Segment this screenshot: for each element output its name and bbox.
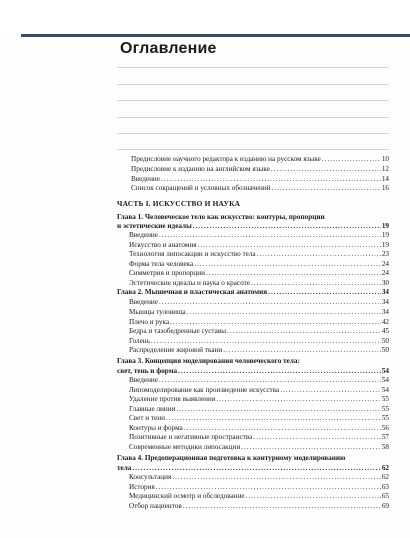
part-heading: ЧАСТЬ I. ИСКУССТВО И НАУКА <box>117 199 241 208</box>
toc-entry-page: 24 <box>381 260 389 268</box>
toc-entry[interactable] <box>117 326 389 336</box>
toc-entry-title: Мышцы туловища <box>129 308 186 316</box>
chapter-title: тела <box>117 464 132 472</box>
chapter-heading[interactable] <box>117 453 389 463</box>
toc-entry-page: 16 <box>381 184 389 192</box>
toc-entry[interactable] <box>117 501 389 511</box>
toc-entry-page: 69 <box>381 502 389 510</box>
toc-entry-page: 24 <box>381 269 389 277</box>
leader-dots <box>257 249 381 259</box>
toc-entry-page: 55 <box>381 395 389 403</box>
toc-entry-title: Консультация <box>129 473 172 481</box>
toc-entry-page: 50 <box>381 346 389 354</box>
toc-entry-page: 19 <box>381 241 389 249</box>
toc-entry-page: 50 <box>381 337 389 345</box>
leader-dots <box>187 307 381 317</box>
toc-entry[interactable] <box>117 345 389 355</box>
toc-entry-title: Предисловие научного редактора к изданию на русском языке <box>131 155 321 163</box>
toc-entry[interactable] <box>117 491 389 501</box>
chapter-title: и эстетические идеалы <box>117 222 192 230</box>
toc-entry-page: 45 <box>381 327 389 335</box>
toc-entry[interactable] <box>117 375 389 385</box>
toc-entry-title: Симметрия и пропорции <box>129 269 205 277</box>
leader-dots <box>159 230 381 240</box>
toc-entry-title: Отбор пациентов <box>129 502 182 510</box>
toc-entry-title: Плечо и рука <box>129 318 170 326</box>
toc-entry-title: Список сокращений и условных обозначений <box>131 184 271 192</box>
toc-entry-title: Главные линии <box>129 405 176 413</box>
toc-entry-page: 42 <box>381 318 389 326</box>
divider <box>117 149 389 150</box>
toc-entry-title: Бедра и тазобедренные суставы <box>129 327 227 335</box>
header-accent-line <box>21 34 410 37</box>
toc-entry-page: 63 <box>381 483 389 491</box>
leader-dots <box>166 413 381 423</box>
toc-entry-title: Введение <box>131 175 160 183</box>
toc-entry-page: 56 <box>381 424 389 432</box>
chapter-page: 54 <box>381 367 389 375</box>
leader-dots <box>227 326 381 336</box>
toc-entry-title: Распределение жировой ткани <box>129 346 223 354</box>
chapter-page: 19 <box>381 222 389 230</box>
leader-dots <box>183 501 381 511</box>
page-top-margin <box>0 0 410 34</box>
divider <box>117 117 389 118</box>
toc-entry[interactable] <box>117 413 389 423</box>
toc-entry-title: Эстетические идеалы и наука о красоте <box>129 279 250 287</box>
leader-dots <box>223 345 381 355</box>
toc-entry-page: 10 <box>381 155 389 163</box>
toc-entry-page: 30 <box>381 279 389 287</box>
toc-entry-title: Технология липосакции и искусство тела <box>129 250 256 258</box>
toc-entry[interactable] <box>117 394 389 404</box>
divider <box>117 67 389 68</box>
leader-dots <box>246 491 381 501</box>
toc-entry-page: 55 <box>381 414 389 422</box>
leader-dots <box>206 268 381 278</box>
toc-entry-page: 14 <box>381 175 389 183</box>
toc-entry-title: Введение <box>129 376 158 384</box>
toc-entry-title: Липомоделирование как произведение искусства <box>129 386 280 394</box>
leader-dots <box>253 432 381 442</box>
page-title: Оглавление <box>120 40 217 57</box>
leader-dots <box>241 442 381 452</box>
toc-entry-title: Современные методики липосакции <box>129 443 241 451</box>
chapter-title: Глава 3. Концепция моделирования человеческого тела: <box>117 357 300 365</box>
toc-entry-title: Введение <box>129 298 158 306</box>
toc-entry[interactable] <box>117 307 389 317</box>
toc-entry-title: Форма тела человека <box>129 260 194 268</box>
toc-entry-title: Медицинский осмотр и обследование <box>129 492 245 500</box>
toc-entry[interactable] <box>117 249 389 259</box>
leader-dots <box>172 472 381 482</box>
toc-entry-page: 65 <box>381 492 389 500</box>
toc-entry-page: 58 <box>381 443 389 451</box>
leader-dots <box>216 394 381 404</box>
divider <box>117 84 389 85</box>
toc-entry-title: Контуры и форма <box>129 424 183 432</box>
divider <box>117 133 389 134</box>
toc-entry-title: Голень <box>129 337 150 345</box>
toc-entry-page: 34 <box>381 308 389 316</box>
chapter-page: 34 <box>381 288 389 296</box>
toc-entry[interactable] <box>117 472 389 482</box>
leader-dots <box>272 183 381 193</box>
chapter-heading[interactable] <box>117 356 389 366</box>
toc-entry[interactable] <box>117 154 389 164</box>
chapter-page: 62 <box>381 464 389 472</box>
toc-entry-title: Искусство и анатомия <box>129 241 197 249</box>
leader-dots <box>159 297 381 307</box>
toc-entry-title: История <box>129 483 155 491</box>
toc-entry-title: Предисловие к изданию на английском языке <box>131 165 270 173</box>
leader-dots <box>268 287 381 297</box>
toc-entry-title: Удаление против выявления <box>129 395 216 403</box>
toc-entry-page: 55 <box>381 405 389 413</box>
toc-entry-page: 54 <box>381 376 389 384</box>
chapter-title: Глава 1. Человеческое тело как искусство: контуры, пропорции <box>117 213 325 221</box>
toc-entry-page: 23 <box>381 250 389 258</box>
toc-entry-title: Позитивные и негативные пространства <box>129 433 253 441</box>
toc-entry[interactable] <box>117 230 389 240</box>
toc-entry-page: 12 <box>381 165 389 173</box>
toc-entry[interactable] <box>117 432 389 442</box>
toc-entry[interactable] <box>117 297 389 307</box>
toc-entry-title: Свет и тени <box>129 414 165 422</box>
toc-entry-page: 62 <box>381 473 389 481</box>
chapter-title: Глава 4. Предоперационная подготовка к контурному моделированию <box>117 454 346 462</box>
chapter-heading[interactable] <box>117 287 389 297</box>
toc-entry[interactable] <box>117 164 389 174</box>
leader-dots <box>322 154 381 164</box>
divider <box>117 100 389 101</box>
toc-entry-title: Введение <box>129 231 158 239</box>
toc-entry[interactable] <box>117 442 389 452</box>
toc-entry-page: 54 <box>381 386 389 394</box>
leader-dots <box>159 375 381 385</box>
chapter-title: свет, тень и форма <box>117 367 178 375</box>
leader-dots <box>271 164 381 174</box>
toc-entry-page: 19 <box>381 231 389 239</box>
toc-entry[interactable] <box>117 268 389 278</box>
toc-entry-page: 34 <box>381 298 389 306</box>
toc-entry-page: 57 <box>381 433 389 441</box>
chapter-title: Глава 2. Мышечная и пластическая анатомия <box>117 288 268 296</box>
toc-entry[interactable] <box>117 183 389 193</box>
